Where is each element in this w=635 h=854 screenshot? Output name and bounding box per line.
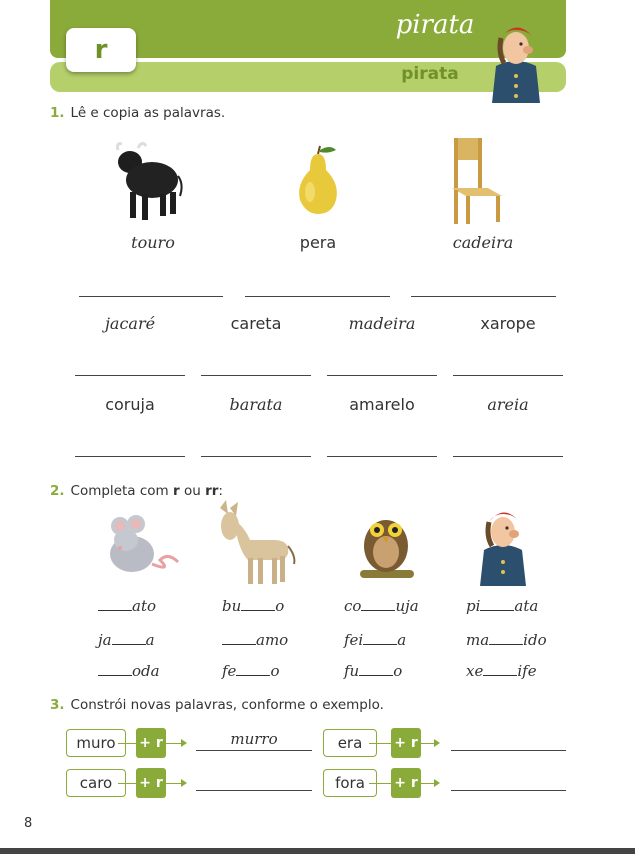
word-amarelo: amarelo: [349, 395, 415, 414]
pirate-illustration: [476, 496, 530, 586]
blank-line[interactable]: [98, 663, 132, 676]
blank-line[interactable]: [483, 663, 517, 676]
section3-number: 3.: [50, 697, 65, 713]
fill-item[interactable]: pi ata: [466, 597, 539, 615]
blank-line[interactable]: [98, 598, 132, 611]
section3-instruction: Constrói novas palavras, conforme o exemplo.: [70, 697, 384, 713]
section2-number: 2.: [50, 483, 65, 499]
copy-line[interactable]: [327, 456, 437, 457]
arrow-right-icon: [181, 779, 187, 787]
copy-line[interactable]: [75, 375, 185, 376]
fill-item[interactable]: ma ido: [466, 631, 547, 649]
bottom-bar: [0, 848, 635, 854]
plus-r-badge: + r: [136, 728, 166, 758]
blank-line[interactable]: [236, 663, 270, 676]
section1-instruction: Lê e copia as palavras.: [70, 105, 226, 121]
copy-line[interactable]: [79, 296, 223, 297]
word-madeira: madeira: [348, 314, 416, 333]
fill-item[interactable]: amo: [222, 631, 288, 649]
blank-line[interactable]: [363, 632, 397, 645]
copy-line[interactable]: [453, 456, 563, 457]
section1-title: [50, 105, 225, 121]
copy-line[interactable]: [201, 456, 311, 457]
section2-title: [50, 483, 223, 499]
fill-item[interactable]: fu o: [344, 662, 403, 680]
word-cadeira: cadeira: [452, 233, 514, 252]
word-box: caro: [66, 769, 126, 797]
connector: [421, 743, 435, 744]
answer-line[interactable]: [196, 750, 312, 751]
page-number: 8: [24, 816, 33, 831]
word-box: era: [323, 729, 377, 757]
fill-item[interactable]: bu o: [222, 597, 285, 615]
pirate-illustration: [486, 8, 546, 103]
word-pera: pera: [299, 233, 337, 252]
blank-line[interactable]: [361, 598, 395, 611]
bull-illustration: [108, 140, 184, 224]
fill-item[interactable]: oda: [98, 662, 160, 680]
blank-line[interactable]: [112, 632, 146, 645]
word-areia: areia: [487, 395, 529, 414]
fill-item[interactable]: fei a: [344, 631, 407, 649]
donkey-illustration: [214, 500, 300, 586]
word-box: fora: [323, 769, 377, 797]
owl-illustration: [356, 506, 418, 582]
word-ou: ou: [179, 483, 206, 499]
header-plain-word: pirata: [401, 64, 459, 84]
plus-r-badge: + r: [136, 768, 166, 798]
colon: :: [218, 483, 223, 499]
example-answer: murro: [230, 730, 278, 748]
section1-number: 1.: [50, 105, 65, 121]
word-barata: barata: [229, 395, 283, 414]
fill-item[interactable]: ato: [98, 597, 156, 615]
connector: [421, 783, 435, 784]
word-jacare: jacaré: [104, 314, 156, 333]
fill-item[interactable]: ja a: [98, 631, 155, 649]
connector: [118, 743, 136, 744]
word-box: muro: [66, 729, 126, 757]
word-touro: touro: [131, 233, 175, 252]
mouse-illustration: [102, 512, 180, 580]
plus-r-badge: + r: [391, 768, 421, 798]
word-careta: careta: [230, 314, 282, 333]
blank-line[interactable]: [480, 598, 514, 611]
plus-r-badge: + r: [391, 728, 421, 758]
arrow-right-icon: [434, 779, 440, 787]
arrow-right-icon: [434, 739, 440, 747]
connector: [166, 743, 182, 744]
connector: [118, 783, 136, 784]
copy-line[interactable]: [327, 375, 437, 376]
copy-line[interactable]: [201, 375, 311, 376]
connector: [166, 783, 182, 784]
copy-line[interactable]: [245, 296, 390, 297]
header-script-word: pirata: [395, 10, 475, 40]
blank-line[interactable]: [241, 598, 275, 611]
word-xarope: xarope: [480, 314, 536, 333]
pear-illustration: [290, 144, 346, 216]
answer-line[interactable]: [451, 790, 566, 791]
blank-line[interactable]: [489, 632, 523, 645]
answer-line[interactable]: [451, 750, 566, 751]
fill-item[interactable]: fe o: [222, 662, 280, 680]
letter-r: r: [172, 483, 180, 499]
word-coruja: coruja: [105, 395, 155, 414]
section3-title: [50, 697, 384, 713]
letter-rr: rr: [205, 483, 219, 499]
blank-line[interactable]: [222, 632, 256, 645]
letter-badge: r: [66, 28, 136, 72]
section2-instruction: Completa com: [70, 483, 173, 499]
arrow-right-icon: [181, 739, 187, 747]
fill-item[interactable]: xe ife: [466, 662, 537, 680]
copy-line[interactable]: [75, 456, 185, 457]
fill-item[interactable]: co uja: [344, 597, 419, 615]
chair-illustration: [448, 134, 506, 226]
copy-line[interactable]: [453, 375, 563, 376]
blank-line[interactable]: [359, 663, 393, 676]
answer-line[interactable]: [196, 790, 312, 791]
connector: [369, 743, 391, 744]
connector: [369, 783, 391, 784]
copy-line[interactable]: [411, 296, 556, 297]
